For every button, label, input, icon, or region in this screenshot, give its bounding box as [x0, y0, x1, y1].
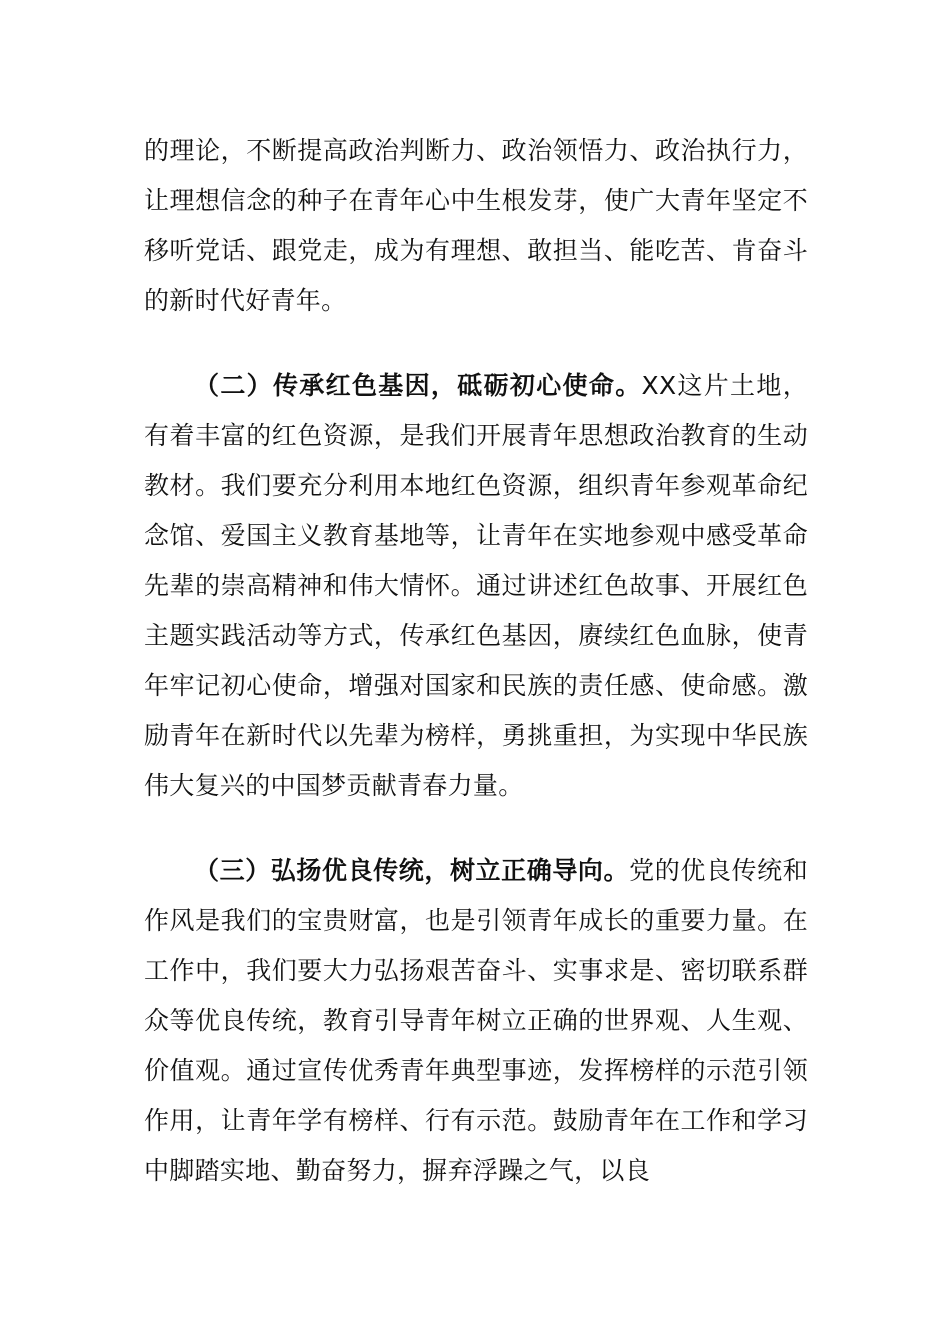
section-heading: （二）传承红色基因，砥砺初心使命。	[194, 371, 642, 400]
paragraph-section-3	[144, 846, 808, 1196]
document-body	[144, 126, 808, 1196]
paragraph-section-2	[144, 361, 808, 811]
paragraph-text: 党的优良传统和作风是我们的宝贵财富，也是引领青年成长的重要力量。在工作中，我们要大力弘扬艰苦奋斗、实事求是、密切联系群众等优良传统，教育引导青年树立正确的世界观、人生观、价值观。通过宣传优秀青年典型事迹，发挥榜样的示范引领作用，让青年学有榜样、行有示范。鼓励青年在工作和学习中脚踏实地、勤奋努力，摒弃浮躁之气，以良	[144, 856, 808, 1185]
paragraph-continuation	[144, 126, 808, 326]
paragraph-text: 的理论，不断提高政治判断力、政治领悟力、政治执行力，让理想信念的种子在青年心中生根发芽，使广大青年坚定不移听党话、跟党走，成为有理想、敢担当、能吃苦、肯奋斗的新时代好青年。	[144, 136, 808, 315]
section-heading: （三）弘扬优良传统，树立正确导向。	[194, 856, 630, 885]
paragraph-text: XX这片土地，有着丰富的红色资源，是我们开展青年思想政治教育的生动教材。我们要充分利用本地红色资源，组织青年参观革命纪念馆、爱国主义教育基地等，让青年在实地参观中感受革命先辈的崇高精神和伟大情怀。通过讲述红色故事、开展红色主题实践活动等方式，传承红色基因，赓续红色血脉，使青年牢记初心使命，增强对国家和民族的责任感、使命感。激励青年在新时代以先辈为榜样，勇挑重担，为实现中华民族伟大复兴的中国梦贡献青春力量。	[144, 371, 808, 800]
